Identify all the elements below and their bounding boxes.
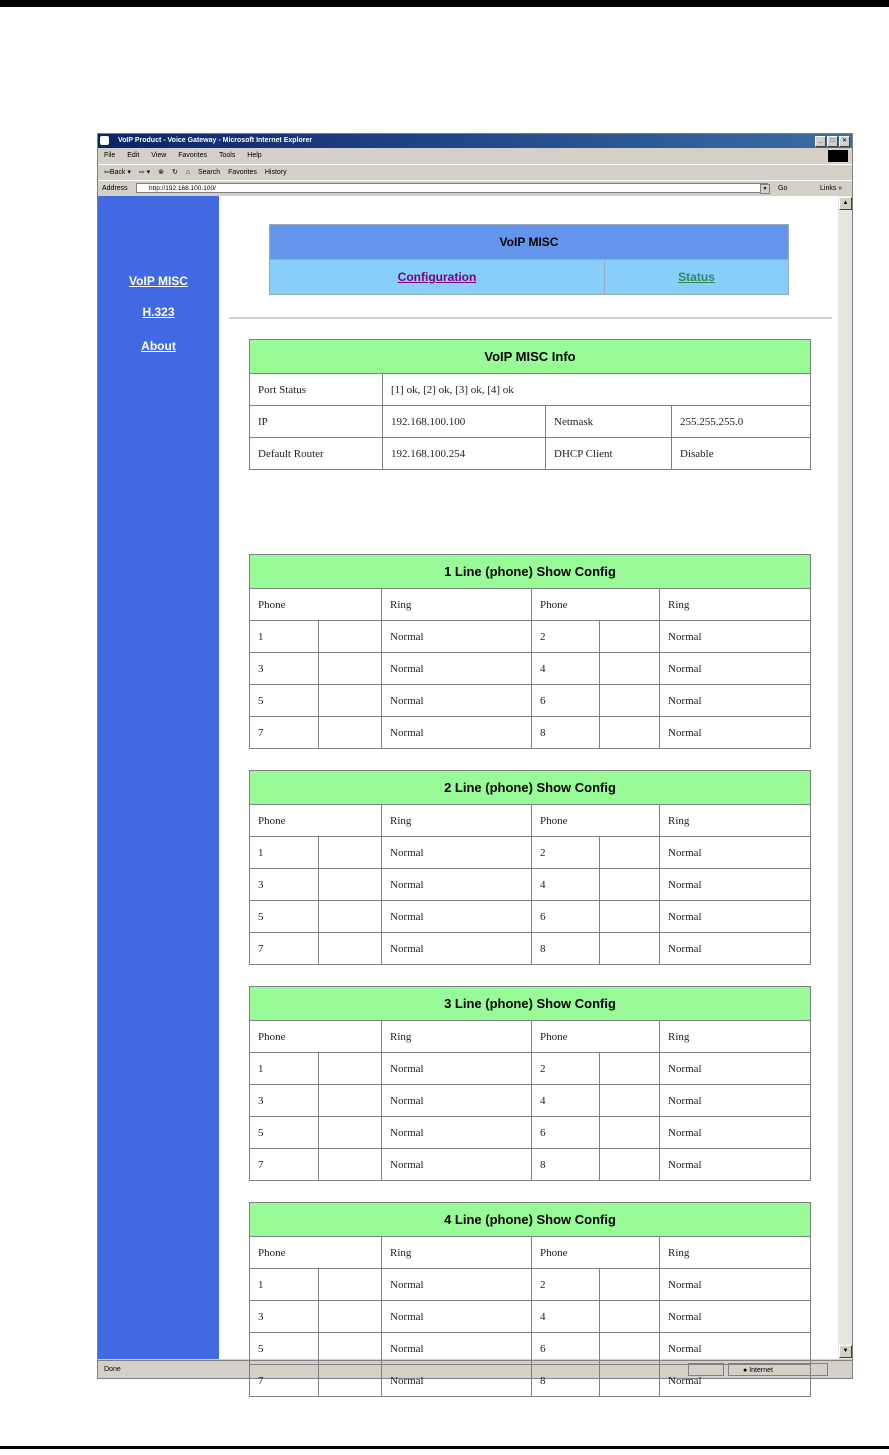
nav-title: VoIP MISC [270, 225, 789, 260]
col-header-ring: Ring [382, 589, 532, 621]
col-header-phone: Phone [250, 1237, 382, 1269]
col-header-phone: Phone [250, 1021, 382, 1053]
line-config-title: 1 Line (phone) Show Config [250, 555, 811, 589]
phone-number: 8 [532, 717, 600, 749]
phone-blank-cell [600, 869, 660, 901]
table-row [250, 901, 811, 933]
phone-blank-cell [319, 837, 382, 869]
line-config-title: 3 Line (phone) Show Config [250, 987, 811, 1021]
phone-number: 8 [532, 1365, 600, 1397]
refresh-button[interactable]: ↻ [171, 169, 178, 176]
ring-value: Normal [382, 1149, 532, 1181]
phone-blank-cell [600, 653, 660, 685]
vertical-scrollbar[interactable] [838, 196, 852, 1359]
phone-blank-cell [600, 685, 660, 717]
nav-table [269, 224, 789, 295]
phone-blank-cell [319, 1269, 382, 1301]
ring-value: Normal [660, 1085, 811, 1117]
ip-label: IP [250, 406, 383, 438]
ring-value: Normal [382, 933, 532, 965]
menu-file[interactable]: File [104, 152, 116, 159]
toolbar [98, 164, 852, 180]
ring-value: Normal [382, 653, 532, 685]
scroll-up-icon[interactable]: ▲ [839, 197, 852, 210]
dropdown-arrow-icon[interactable]: ▼ [760, 184, 770, 194]
phone-number: 1 [250, 1053, 319, 1085]
ring-value: Normal [660, 1301, 811, 1333]
phone-blank-cell [319, 1117, 382, 1149]
col-header-ring: Ring [660, 589, 811, 621]
ring-value: Normal [660, 1333, 811, 1365]
phone-number: 4 [532, 869, 600, 901]
menu-favorites[interactable]: Favorites [178, 152, 208, 159]
menu-help[interactable]: Help [247, 152, 262, 159]
col-header-ring: Ring [382, 805, 532, 837]
ring-value: Normal [382, 901, 532, 933]
menu-edit[interactable]: Edit [127, 152, 140, 159]
status-bar [98, 1360, 852, 1379]
ring-value: Normal [660, 685, 811, 717]
phone-blank-cell [319, 717, 382, 749]
ring-value: Normal [382, 685, 532, 717]
phone-number: 3 [250, 1085, 319, 1117]
ip-value: 192.168.100.100 [383, 406, 546, 438]
phone-number: 8 [532, 933, 600, 965]
phone-number: 7 [250, 717, 319, 749]
col-header-phone: Phone [250, 805, 382, 837]
phone-number: 1 [250, 621, 319, 653]
table-row [250, 1053, 811, 1085]
phone-number: 3 [250, 1301, 319, 1333]
ring-value: Normal [660, 1269, 811, 1301]
sidebar-item-voip-misc[interactable]: VoIP MISC [129, 274, 188, 288]
phone-number: 5 [250, 901, 319, 933]
forward-button[interactable]: ⇨ ▾ [138, 169, 151, 176]
tab-configuration[interactable]: Configuration [270, 260, 605, 295]
ring-value: Normal [660, 1149, 811, 1181]
window-controls [815, 136, 850, 147]
table-row [250, 1269, 811, 1301]
favorites-button[interactable]: Favorites [228, 169, 257, 176]
ring-value: Normal [660, 869, 811, 901]
sidebar-item-h323[interactable]: H.323 [142, 305, 175, 319]
phone-blank-cell [319, 621, 382, 653]
menu-view[interactable]: View [151, 152, 167, 159]
phone-number: 6 [532, 1333, 600, 1365]
phone-number: 4 [532, 1085, 600, 1117]
phone-blank-cell [319, 685, 382, 717]
ring-value: Normal [382, 1085, 532, 1117]
phone-blank-cell [600, 1117, 660, 1149]
phone-blank-cell [319, 1301, 382, 1333]
phone-number: 3 [250, 653, 319, 685]
ring-value: Normal [660, 1053, 811, 1085]
info-title: VoIP MISC Info [250, 340, 811, 374]
ring-value: Normal [660, 1117, 811, 1149]
col-header-ring: Ring [660, 1021, 811, 1053]
menu-tools[interactable]: Tools [219, 152, 236, 159]
phone-number: 2 [532, 837, 600, 869]
phone-number: 2 [532, 621, 600, 653]
sidebar-item-about[interactable]: About [141, 339, 176, 353]
phone-number: 1 [250, 837, 319, 869]
dhcp-value: Disable [672, 438, 811, 470]
table-row [250, 1301, 811, 1333]
phone-number: 3 [250, 869, 319, 901]
status-segment [688, 1363, 724, 1376]
netmask-label: Netmask [546, 406, 672, 438]
top-rule [0, 0, 889, 7]
windows-logo-icon [828, 150, 848, 162]
table-row [250, 869, 811, 901]
col-header-phone: Phone [532, 1021, 660, 1053]
phone-blank-cell [319, 1085, 382, 1117]
ring-value: Normal [660, 1365, 811, 1397]
table-row [250, 685, 811, 717]
phone-blank-cell [600, 621, 660, 653]
table-row [250, 1085, 811, 1117]
ring-value: Normal [382, 1333, 532, 1365]
info-table [249, 339, 811, 470]
phone-blank-cell [319, 869, 382, 901]
ring-value: Normal [382, 869, 532, 901]
line-config-title: 4 Line (phone) Show Config [250, 1203, 811, 1237]
ring-value: Normal [660, 717, 811, 749]
maximize-icon[interactable]: □ [827, 136, 838, 147]
go-button[interactable]: Go [778, 185, 788, 192]
ring-value: Normal [382, 1269, 532, 1301]
table-row [250, 1149, 811, 1181]
phone-blank-cell [600, 717, 660, 749]
links-button[interactable]: Links » [820, 185, 843, 192]
table-row [250, 653, 811, 685]
search-button[interactable]: Search [197, 169, 221, 176]
ring-value: Normal [382, 1053, 532, 1085]
col-header-phone: Phone [250, 589, 382, 621]
minimize-icon[interactable]: _ [815, 136, 826, 147]
phone-number: 7 [250, 1149, 319, 1181]
phone-blank-cell [600, 933, 660, 965]
phone-number: 1 [250, 1269, 319, 1301]
col-header-ring: Ring [660, 805, 811, 837]
phone-blank-cell [319, 901, 382, 933]
phone-number: 5 [250, 1333, 319, 1365]
col-header-phone: Phone [532, 589, 660, 621]
ring-value: Normal [382, 1365, 532, 1397]
router-value: 192.168.100.254 [383, 438, 546, 470]
table-row [250, 837, 811, 869]
phone-number: 6 [532, 685, 600, 717]
col-header-phone: Phone [532, 1237, 660, 1269]
scroll-down-icon[interactable]: ▼ [839, 1345, 852, 1358]
window-title: VoIP Product - Voice Gateway - Microsoft Internet Explorer [118, 137, 313, 144]
ring-value: Normal [660, 933, 811, 965]
close-icon[interactable]: × [839, 136, 850, 147]
home-button[interactable]: ⌂ [185, 169, 191, 176]
line-config-table [249, 770, 811, 965]
globe-icon: ● [743, 1367, 748, 1374]
phone-number: 5 [250, 685, 319, 717]
port-status-label: Port Status [250, 374, 383, 406]
phone-number: 6 [532, 1117, 600, 1149]
phone-blank-cell [319, 653, 382, 685]
phone-number: 4 [532, 1301, 600, 1333]
phone-number: 7 [250, 933, 319, 965]
ring-value: Normal [382, 1301, 532, 1333]
table-row [250, 621, 811, 653]
divider [229, 317, 832, 319]
table-row [250, 933, 811, 965]
ring-value: Normal [660, 837, 811, 869]
history-button[interactable]: History [264, 169, 287, 176]
phone-number: 2 [532, 1269, 600, 1301]
zone-text: Internet [749, 1367, 773, 1374]
phone-number: 6 [532, 901, 600, 933]
router-label: Default Router [250, 438, 383, 470]
stop-button[interactable]: ⊗ [158, 169, 164, 176]
phone-blank-cell [319, 933, 382, 965]
address-input[interactable]: http://192.168.100.100/ [136, 183, 768, 193]
line-config-title: 2 Line (phone) Show Config [250, 771, 811, 805]
phone-blank-cell [600, 837, 660, 869]
phone-number: 7 [250, 1365, 319, 1397]
col-header-ring: Ring [382, 1237, 532, 1269]
zone-indicator [728, 1363, 828, 1376]
title-bar [98, 134, 852, 148]
phone-number: 2 [532, 1053, 600, 1085]
table-row [250, 1117, 811, 1149]
phone-number: 8 [532, 1149, 600, 1181]
ring-value: Normal [382, 621, 532, 653]
phone-number: 4 [532, 653, 600, 685]
phone-blank-cell [319, 1053, 382, 1085]
ring-value: Normal [660, 653, 811, 685]
tab-status[interactable]: Status [605, 260, 789, 295]
phone-blank-cell [600, 1301, 660, 1333]
col-header-phone: Phone [532, 805, 660, 837]
address-bar [98, 180, 852, 196]
address-label: Address [102, 185, 128, 192]
phone-blank-cell [600, 901, 660, 933]
ring-value: Normal [382, 837, 532, 869]
bottom-rule [0, 1446, 889, 1449]
phone-blank-cell [600, 1085, 660, 1117]
phone-number: 5 [250, 1117, 319, 1149]
dhcp-label: DHCP Client [546, 438, 672, 470]
port-status-value: [1] ok, [2] ok, [3] ok, [4] ok [383, 374, 811, 406]
ring-value: Normal [660, 621, 811, 653]
browser-window [97, 133, 853, 1387]
table-row [250, 717, 811, 749]
phone-blank-cell [600, 1269, 660, 1301]
line-config-table [249, 986, 811, 1181]
col-header-ring: Ring [382, 1021, 532, 1053]
sidebar [98, 196, 219, 1359]
ring-value: Normal [660, 901, 811, 933]
col-header-ring: Ring [660, 1237, 811, 1269]
status-text: Done [104, 1366, 121, 1373]
ring-value: Normal [382, 1117, 532, 1149]
netmask-value: 255.255.255.0 [672, 406, 811, 438]
phone-blank-cell [600, 1149, 660, 1181]
back-button[interactable]: ⇦Back ▾ [104, 169, 131, 176]
ie-logo-icon [100, 136, 109, 145]
line-config-table [249, 554, 811, 749]
menu-bar [98, 149, 852, 163]
phone-blank-cell [600, 1053, 660, 1085]
phone-blank-cell [319, 1149, 382, 1181]
ring-value: Normal [382, 717, 532, 749]
